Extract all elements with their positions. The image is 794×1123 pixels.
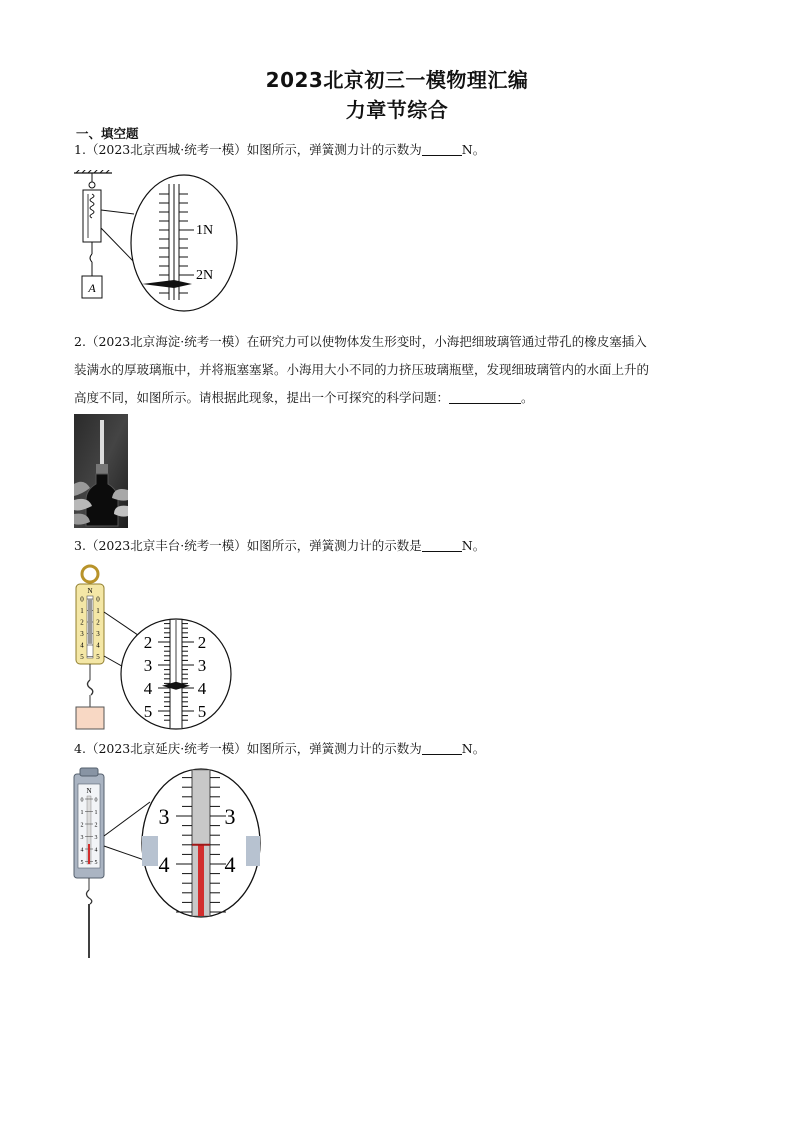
- question-unit: N。: [461, 142, 486, 157]
- question-unit: N。: [461, 741, 486, 756]
- zoom-tick-label: 4: [197, 679, 207, 698]
- figure-spring-scale-4: [70, 766, 266, 962]
- block-label: A: [88, 281, 96, 295]
- small-tick-label: 0: [80, 797, 84, 804]
- small-tick-label: 3: [96, 630, 100, 638]
- scale-label-1n: 1N: [196, 223, 214, 238]
- small-tick-label: 4: [94, 847, 98, 854]
- unit-label: N: [86, 787, 92, 795]
- zoom-tick-label: 5: [197, 702, 207, 721]
- small-tick-label: 2: [96, 618, 100, 627]
- question-source: （2023北京丰台·统考一模）: [85, 538, 247, 553]
- answer-blank[interactable]: [422, 740, 462, 755]
- small-tick-label: 0: [94, 797, 98, 804]
- question-source: （2023北京海淀·统考一模）: [85, 334, 247, 349]
- question-text-line1: 在研究力可以使物体发生形变时，小海把细玻璃管通过带孔的橡皮塞插入: [246, 334, 647, 349]
- small-tick-label: 1: [80, 607, 84, 615]
- small-tick-label: 0: [96, 595, 100, 604]
- zoom-tick-label: 5: [143, 702, 153, 721]
- zoom-tick-label: 3: [143, 656, 153, 675]
- zoom-tick-label: 4: [158, 852, 170, 877]
- answer-blank[interactable]: [422, 537, 462, 552]
- figure-bottle-photo: [74, 414, 128, 528]
- zoom-tick-label: 3: [197, 656, 207, 675]
- unit-label: N: [87, 587, 93, 595]
- small-tick-label: 3: [94, 835, 98, 841]
- zoom-tick-label: 2: [143, 633, 153, 652]
- question-text-line2: 装满水的厚玻璃瓶中，并将瓶塞塞紧。小海用大小不同的力挤压玻璃瓶壁，发现细玻璃管内的水面上升的: [74, 362, 650, 377]
- question-text: 如图所示，弹簧测力计的示数为: [246, 142, 422, 157]
- small-tick-label: 2: [80, 618, 84, 627]
- zoom-tick-label: 2: [197, 633, 207, 652]
- question-2: [74, 328, 724, 412]
- question-end: 。: [521, 390, 534, 405]
- answer-blank[interactable]: [449, 389, 521, 404]
- question-text: 如图所示，弹簧测力计的示数为: [246, 741, 422, 756]
- zoom-tick-label: 3: [224, 804, 236, 829]
- zoom-tick-label: 4: [143, 679, 153, 698]
- zoom-tick-label: 3: [158, 804, 170, 829]
- small-tick-label: 4: [80, 847, 84, 854]
- small-tick-label: 5: [96, 653, 100, 661]
- question-text-line3: 高度不同，如图所示。请根据此现象，提出一个可探究的科学问题：: [74, 390, 450, 405]
- question-number: 3.: [74, 538, 86, 553]
- section-heading: 一、填空题: [76, 126, 139, 141]
- question-source: （2023北京延庆·统考一模）: [85, 741, 247, 756]
- small-tick-label: 2: [80, 822, 84, 829]
- small-tick-label: 4: [96, 641, 100, 650]
- small-tick-label: 1: [96, 607, 100, 615]
- small-tick-label: 5: [94, 860, 98, 866]
- question-3: [74, 532, 724, 560]
- question-number: 4.: [74, 741, 86, 756]
- question-number: 1.: [74, 142, 86, 157]
- small-tick-label: 5: [80, 653, 84, 661]
- small-tick-label: 1: [94, 810, 98, 816]
- question-number: 2.: [74, 334, 86, 349]
- page-subtitle: 力章节综合: [345, 98, 449, 122]
- small-tick-label: 5: [80, 860, 84, 866]
- question-text: 如图所示，弹簧测力计的示数是: [246, 538, 422, 553]
- small-tick-label: 0: [80, 595, 84, 604]
- question-1: [74, 136, 724, 164]
- question-4: [74, 735, 724, 763]
- small-tick-label: 1: [80, 810, 84, 816]
- page-title: 2023北京初三一模物理汇编: [265, 68, 529, 92]
- spring-indicator: [88, 599, 92, 644]
- small-tick-label: 2: [94, 822, 98, 829]
- small-tick-label: 3: [80, 630, 84, 638]
- spring-indicator: [88, 844, 90, 864]
- figure-spring-scale-1: [72, 170, 242, 320]
- question-source: （2023北京西城·统考一模）: [85, 142, 247, 157]
- small-tick-label: 3: [80, 835, 84, 841]
- zoom-tick-label: 4: [224, 852, 236, 877]
- question-unit: N。: [461, 538, 486, 553]
- answer-blank[interactable]: [422, 141, 462, 156]
- figure-spring-scale-3: [70, 562, 240, 732]
- small-tick-label: 4: [80, 641, 84, 650]
- scale-label-2n: 2N: [196, 268, 214, 283]
